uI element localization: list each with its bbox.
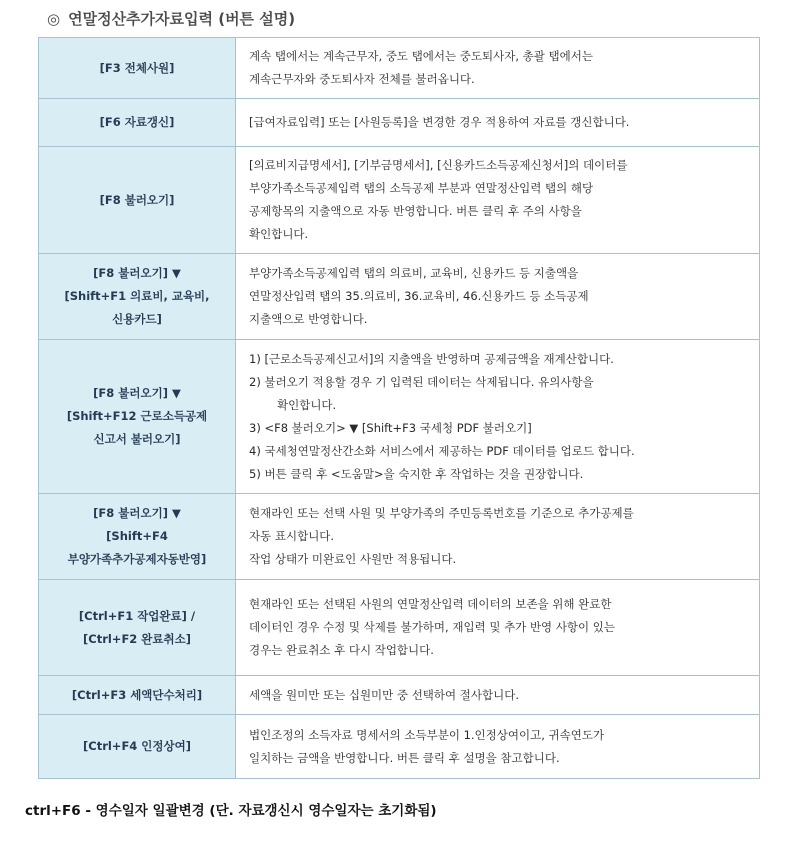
table-row (39, 340, 760, 494)
description-line: 1) [근로소득공제신고서]의 지출액을 반영하며 공제금액을 재계산합니다. (249, 351, 614, 366)
description-line: 2) 불러오기 적용할 경우 기 입력된 데이터는 삭제됩니다. 유의사항을 (249, 374, 594, 389)
table-row (39, 99, 760, 147)
function-key-label: 신용카드] (112, 312, 162, 326)
description-line: 현재라인 또는 선택된 사원의 연말정산입력 데이터의 보존을 위해 완료한 (249, 597, 612, 611)
function-key-cell (39, 147, 236, 254)
function-key-label: [F8 불러오기] ▼ (93, 386, 181, 400)
description-line: 세액을 원미만 또는 십원미만 중 선택하여 절사합니다. (249, 687, 519, 702)
function-key-label: 신고서 불러오기] (93, 432, 181, 446)
function-key-cell (39, 580, 236, 676)
description-cell (236, 494, 760, 580)
function-key-label: 부양가족추가공제자동반영] (67, 552, 207, 566)
description-line: [의료비지급명세서], [기부금명세서], [신용카드소득공제신청서]의 데이터를 (249, 158, 628, 172)
description-line: 경우는 완료취소 후 다시 작업합니다. (249, 643, 434, 657)
function-key-label: [Shift+F4 (106, 529, 168, 543)
function-key-cell (39, 676, 236, 715)
function-key-label: [F8 불러오기] ▼ (93, 266, 181, 280)
function-key-cell (39, 715, 236, 779)
function-key-label: [F8 불러오기] ▼ (93, 506, 181, 520)
table-row (39, 676, 760, 715)
table-row (39, 580, 760, 676)
footer-note: ctrl+F6 - 영수일자 일괄변경 (단. 자료갱신시 영수일자는 초기화됨) (25, 803, 437, 819)
table-row (39, 254, 760, 340)
description-cell (236, 254, 760, 340)
description-line: 법인조정의 소득자료 명세서의 소득부분이 1.인정상여이고, 귀속연도가 (249, 727, 605, 742)
function-key-label: [F3 전체사원] (99, 60, 175, 75)
description-cell (236, 38, 760, 99)
function-key-cell (39, 494, 236, 580)
function-key-cell (39, 38, 236, 99)
description-line: 공제항목의 지출액으로 자동 반영합니다. 버튼 클릭 후 주의 사항을 (249, 204, 582, 218)
description-line: 부양가족소득공제입력 탭의 의료비, 교육비, 신용카드 등 지출액을 (249, 266, 579, 280)
function-key-label: [F6 자료갱신] (99, 115, 175, 129)
page-title-text: 연말정산추가자료입력 (버튼 설명) (68, 10, 296, 28)
bullet-circle-icon: ◎ (47, 10, 61, 28)
description-line: 작업 상태가 미완료인 사원만 적용됩니다. (249, 552, 457, 566)
page-title (47, 8, 295, 30)
description-cell (236, 147, 760, 254)
description-line: 3) <F8 불러오기> ▼ [Shift+F3 국세청 PDF 불러오기] (249, 420, 532, 435)
description-line: 자동 표시합니다. (249, 529, 335, 543)
function-key-label: [Shift+F12 근로소득공제 (66, 409, 208, 423)
description-line: 현재라인 또는 선택 사원 및 부양가족의 주민등록번호를 기준으로 추가공제를 (249, 506, 634, 520)
table-row (39, 494, 760, 580)
description-line: 연말정산입력 탭의 35.의료비, 36.교육비, 46.신용카드 등 소득공제 (249, 289, 589, 303)
function-key-label: [Ctrl+F2 완료취소] (83, 631, 191, 646)
description-line: 확인합니다. (277, 397, 337, 412)
function-key-cell (39, 340, 236, 494)
description-line: 일치하는 금액을 반영합니다. 버튼 클릭 후 설명을 참고합니다. (249, 750, 560, 765)
table-row (39, 38, 760, 99)
function-key-label: [Shift+F1 의료비, 교육비, (64, 289, 210, 303)
description-line: 부양가족소득공제입력 탭의 소득공제 부분과 연말정산입력 탭의 해당 (249, 181, 594, 195)
description-line: 4) 국세청연말정산간소화 서비스에서 제공하는 PDF 데이터를 업로드 합니다. (249, 443, 635, 458)
function-key-label: [Ctrl+F4 인정상여] (83, 739, 191, 753)
table-row (39, 715, 760, 779)
description-line: 데이터인 경우 수정 및 삭제를 불가하며, 재입력 및 추가 반영 사항이 있는 (249, 620, 616, 634)
description-cell (236, 676, 760, 715)
button-description-table (38, 37, 760, 779)
function-key-cell (39, 254, 236, 340)
description-line: 계속 탭에서는 계속근무자, 중도 탭에서는 중도퇴사자, 총괄 탭에서는 (249, 49, 593, 63)
function-key-cell (39, 99, 236, 147)
description-cell (236, 580, 760, 676)
function-key-label: [F8 불러오기] (99, 192, 175, 207)
description-cell (236, 715, 760, 779)
function-key-label: [Ctrl+F3 세액단수처리] (71, 687, 203, 702)
description-line: 5) 버튼 클릭 후 <도움말>을 숙지한 후 작업하는 것을 권장합니다. (249, 466, 584, 481)
description-line: 확인합니다. (249, 227, 309, 241)
table-row (39, 147, 760, 254)
description-line: 계속근무자와 중도퇴사자 전체를 불러옵니다. (249, 72, 475, 86)
function-key-label: [Ctrl+F1 작업완료] / (78, 608, 196, 623)
description-cell (236, 99, 760, 147)
description-line: 지출액으로 반영합니다. (249, 312, 368, 326)
description-cell (236, 340, 760, 494)
description-line: [급여자료입력] 또는 [사원등록]을 변경한 경우 적용하여 자료를 갱신합니다. (249, 115, 630, 129)
